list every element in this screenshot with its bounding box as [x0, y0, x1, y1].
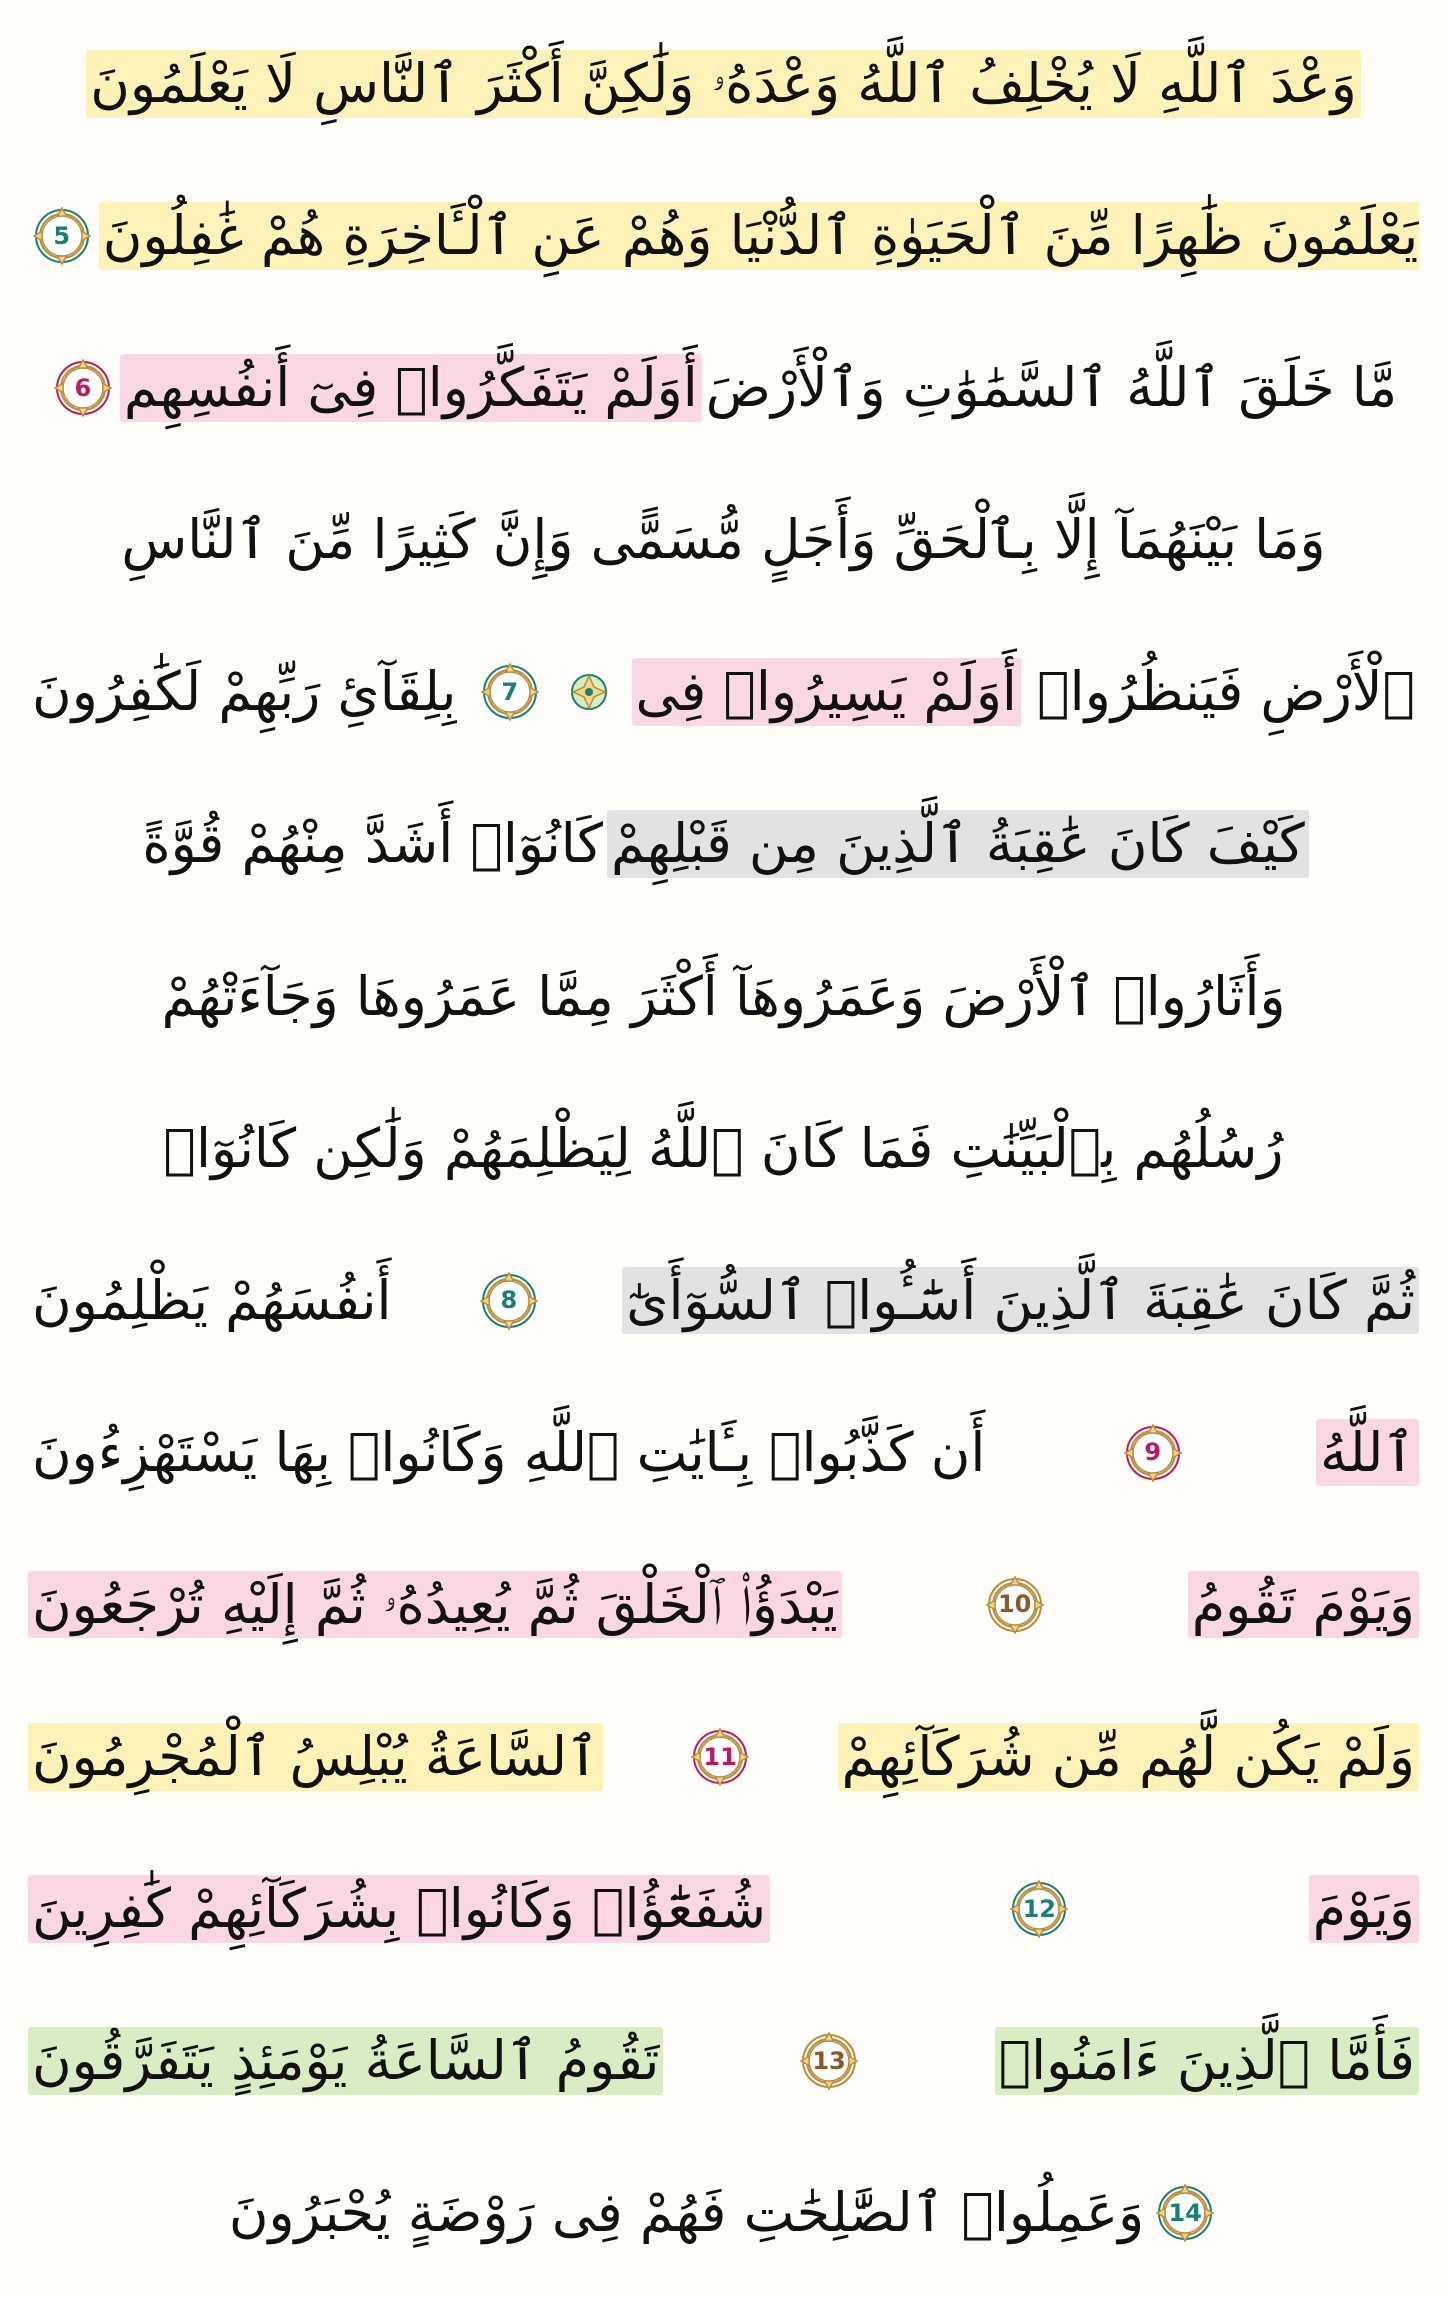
quran-line	[28, 1531, 1419, 1679]
quran-line	[28, 1987, 1419, 2135]
quran-line	[28, 10, 1419, 158]
verse-text: تَقُومُ ٱلسَّاعَةُ يَوْمَئِذٍ يَتَفَرَّقُونَ	[28, 2027, 663, 2095]
verse-text: أَنفُسَهُمْ يَظْلِمُونَ	[32, 1268, 392, 1332]
ayah-number: 6	[74, 373, 92, 402]
verse-text: رُسُلُهُم بِٱلْبَيِّنَٰتِ فَمَا كَانَ ٱللَّهُ لِيَظْلِمَهُمْ وَلَٰكِن كَانُوٓا۟	[163, 1116, 1284, 1180]
ayah-marker[interactable]	[31, 205, 93, 267]
verse-text: وَيَوْمَ	[1309, 1875, 1419, 1943]
ayah-number: 9	[1144, 1438, 1162, 1467]
verse-text: ٱللَّهُ	[1316, 1419, 1419, 1487]
verse-text: كَيْفَ كَانَ عَٰقِبَةُ ٱلَّذِينَ مِن قَبْلِهِمْ	[607, 810, 1309, 878]
verse-text: فَأَمَّا ٱلَّذِينَ ءَامَنُوا۟	[995, 2027, 1419, 2095]
verse-text: أَوَلَمْ يَسِيرُوا۟ فِى	[632, 658, 1021, 726]
verse-text: يَبْدَؤُا۟ ٱلْخَلْقَ ثُمَّ يُعِيدُهُۥ ثُمَّ إِلَيْهِ تُرْجَعُونَ	[28, 1571, 842, 1639]
ayah-marker[interactable]	[1122, 1422, 1184, 1484]
quran-line	[28, 1074, 1419, 1222]
verse-text: مَّا خَلَقَ ٱللَّهُ ٱلسَّمَٰوَٰتِ وَٱلْأَرْضَ	[705, 356, 1398, 420]
ayah-marker[interactable]	[798, 2030, 860, 2092]
quran-line	[28, 466, 1419, 614]
ayah-marker[interactable]	[478, 1270, 540, 1332]
verse-text: وَلَمْ يَكُن لَّهُم مِّن شُرَكَآئِهِمْ	[838, 1723, 1419, 1791]
quran-line	[28, 1683, 1419, 1831]
verse-text: أَوَلَمْ يَتَفَكَّرُوا۟ فِىٓ أَنفُسِهِم	[120, 354, 702, 422]
verse-text: وَعَمِلُوا۟ ٱلصَّٰلِحَٰتِ فَهُمْ فِى رَوْضَةٍ يُحْبَرُونَ	[228, 2181, 1145, 2245]
ayah-number: 13	[812, 2046, 846, 2075]
ayah-marker[interactable]	[479, 661, 541, 723]
quran-line	[28, 922, 1419, 1070]
ayah-number: 7	[501, 678, 519, 707]
verse-text: بِلِقَآئِ رَبِّهِمْ لَكَٰفِرُونَ	[32, 660, 457, 724]
quran-line	[28, 1835, 1419, 1983]
ayah-marker[interactable]	[1154, 2182, 1216, 2244]
ayah-number: 5	[53, 221, 71, 250]
verse-text: شُفَعَٰٓؤُا۟ وَكَانُوا۟ بِشُرَكَآئِهِمْ كَٰفِرِينَ	[28, 1875, 770, 1943]
quran-line	[28, 770, 1419, 918]
verse-text: وَمَا بَيْنَهُمَآ إِلَّا بِٱلْحَقِّ وَأَجَلٍ مُّسَمًّى وَإِنَّ كَثِيرًا مِّنَ ٱلنَّاسِ	[121, 508, 1326, 572]
verse-text: وَعْدَ ٱللَّهِ لَا يُخْلِفُ ٱللَّهُ وَعْدَهُۥ وَلَٰكِنَّ أَكْثَرَ ٱلنَّاسِ لَا يَعْلَمُونَ	[86, 50, 1361, 118]
verse-text: أَن كَذَّبُوا۟ بِـَٔايَٰتِ ٱللَّهِ وَكَانُوا۟ بِهَا يَسْتَهْزِءُونَ	[32, 1420, 986, 1484]
ayah-number: 11	[703, 1742, 737, 1771]
verse-text: يَعْلَمُونَ ظَٰهِرًا مِّنَ ٱلْحَيَوٰةِ ٱلدُّنْيَا وَهُمْ عَنِ ٱلْـَٔاخِرَةِ هُمْ غَٰفِلُونَ	[99, 202, 1419, 270]
ayah-marker[interactable]	[1008, 1878, 1070, 1940]
ayah-number: 10	[997, 1590, 1032, 1619]
verse-text: وَيَوْمَ تَقُومُ	[1188, 1571, 1419, 1639]
ayah-number: 8	[500, 1286, 518, 1315]
quran-line	[28, 1227, 1419, 1375]
ayah-marker[interactable]	[689, 1726, 751, 1788]
ayah-marker[interactable]	[984, 1574, 1046, 1636]
verse-text: كَانُوٓا۟ أَشَدَّ مِنْهُمْ قُوَّةً	[142, 812, 603, 876]
ayah-number: 12	[1022, 1894, 1056, 1923]
verse-text: ٱلسَّاعَةُ يُبْلِسُ ٱلْمُجْرِمُونَ	[28, 1723, 603, 1791]
verse-text: ٱلْأَرْضِ فَيَنظُرُوا۟	[1037, 660, 1415, 724]
ayah-marker[interactable]	[52, 357, 114, 419]
verse-text: ثُمَّ كَانَ عَٰقِبَةَ ٱلَّذِينَ أَسَٰٓـُٔوا۟ ٱلسُّوٓأَىٰٓ	[622, 1267, 1419, 1335]
quran-line	[28, 314, 1419, 462]
sajdah-flower-icon	[563, 666, 615, 718]
quran-line	[28, 618, 1419, 766]
quran-line	[28, 162, 1419, 310]
ayah-number: 14	[1168, 2198, 1202, 2227]
quran-line	[28, 2139, 1419, 2287]
verse-text: وَأَثَارُوا۟ ٱلْأَرْضَ وَعَمَرُوهَآ أَكْثَرَ مِمَّا عَمَرُوهَا وَجَآءَتْهُمْ	[161, 964, 1286, 1028]
quran-line	[28, 1379, 1419, 1527]
